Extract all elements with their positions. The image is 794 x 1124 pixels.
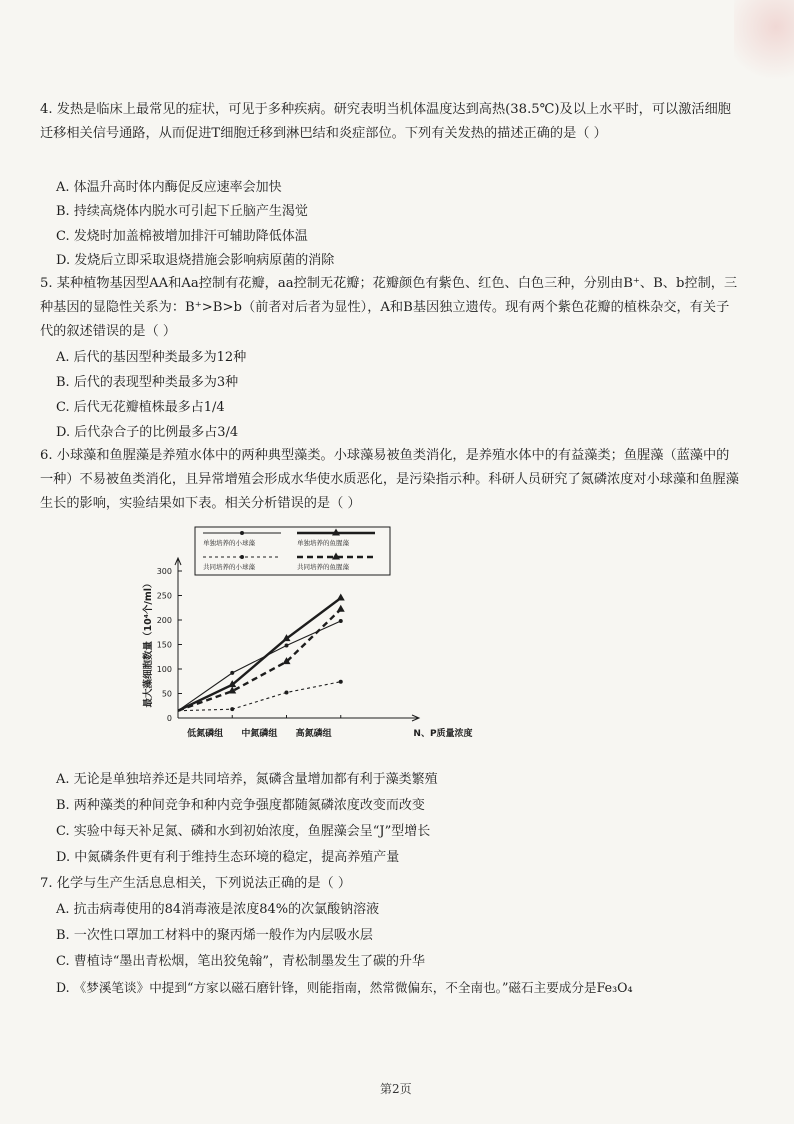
question-6 bbox=[40, 444, 740, 516]
x-category-label: 中氮磷组 bbox=[241, 729, 278, 739]
y-tick-label: 300 bbox=[156, 567, 172, 576]
series-line-4 bbox=[178, 609, 341, 711]
question-6-stem: 6. 小球藻和鱼腥藻是养殖水体中的两种典型藻类。小球藻易被鱼类消化，是养殖水体中的有益藻类；鱼腥藻（蓝藻中的一种）不易被鱼类消化，且异常增殖会形成水华使水质恶化，是污染指示种。科研人员研究了氮磷浓度对小球藻和鱼腥藻生长的影响，实验结果如下表。相关分析错误的是（ ） bbox=[40, 448, 739, 511]
question-4-option-b: B. 持续高烧体内脱水可引起下丘脑产生渴觉 bbox=[56, 204, 308, 219]
question-4-option-c: C. 发烧时加盖棉被增加排汗可辅助降低体温 bbox=[56, 229, 308, 244]
question-5-option-c: C. 后代无花瓣植株最多占1/4 bbox=[56, 400, 225, 415]
algae-growth-chart bbox=[135, 525, 495, 745]
legend-marker bbox=[240, 531, 244, 535]
question-4-stem: 4. 发热是临床上最常见的症状，可见于多种疾病。研究表明当机体温度达到高热(38.5℃)及以上水平时，可以激活细胞迁移相关信号通路，从而促进T细胞迁移到淋巴结和炎症部位。下列有关发热的描述正确的是（ ） bbox=[40, 102, 731, 141]
data-point bbox=[337, 605, 345, 612]
legend-label: 单独培养的鱼腥藻 bbox=[297, 539, 349, 547]
y-tick-label: 250 bbox=[156, 591, 172, 601]
data-point bbox=[337, 593, 345, 600]
question-7-option-b: B. 一次性口罩加工材料中的聚丙烯一般作为内层吸水层 bbox=[56, 928, 373, 943]
y-tick-label: 50 bbox=[161, 689, 172, 699]
question-5 bbox=[40, 272, 740, 344]
data-point bbox=[285, 691, 289, 695]
data-point bbox=[339, 619, 343, 623]
x-category-label: 低氮磷组 bbox=[187, 729, 224, 739]
question-6-option-c: C. 实验中每天补足氮、磷和水到初始浓度，鱼腥藻会呈“J”型增长 bbox=[56, 824, 431, 839]
data-point bbox=[339, 680, 343, 684]
question-7-option-c: C. 曹植诗“墨出青松烟，笔出狡兔翰”，青松制墨发生了碳的升华 bbox=[56, 954, 426, 969]
y-tick-label: 0 bbox=[166, 714, 172, 723]
question-6-option-b: B. 两种藻类的种间竞争和种内竞争强度都随氮磷浓度改变而改变 bbox=[56, 798, 425, 813]
question-5-stem: 5. 某种植物基因型AA和Aa控制有花瓣，aa控制无花瓣；花瓣颜色有紫色、红色、白色三种，分别由B⁺、B、b控制，三种基因的显隐性关系为：B⁺>B>b（前者对后者为显性），A和B基因独立遗传。现有两个紫色花瓣的植株杂交，有关子代的叙述错误的是（ ） bbox=[40, 276, 738, 339]
question-7-stem: 7. 化学与生产生活息息相关，下列说法正确的是（ ） bbox=[40, 876, 352, 891]
question-7-option-d: D. 《梦溪笔谈》中提到“方家以磁石磨针锋，则能指南，然常微偏东，不全南也。”磁石主要成分是Fe₃O₄ bbox=[56, 980, 633, 995]
y-tick-label: 150 bbox=[156, 640, 172, 650]
question-6-option-a: A. 无论是单独培养还是共同培养，氮磷含量增加都有利于藻类繁殖 bbox=[56, 772, 438, 787]
question-4-option-d: D. 发烧后立即采取退烧措施会影响病原菌的消除 bbox=[56, 253, 335, 268]
question-4 bbox=[40, 98, 740, 146]
data-point bbox=[230, 707, 234, 711]
legend-label: 单独培养的小球藻 bbox=[203, 539, 255, 547]
question-4-option-a: A. 体温升高时体内酶促反应速率会加快 bbox=[56, 180, 282, 195]
page-number: 第2页 bbox=[380, 1082, 412, 1096]
y-tick-label: 200 bbox=[156, 616, 172, 625]
question-5-option-d: D. 后代杂合子的比例最多占3/4 bbox=[56, 425, 239, 440]
legend-marker bbox=[240, 555, 244, 559]
data-point bbox=[285, 643, 289, 647]
legend-label: 共同培养的鱼腥藻 bbox=[297, 563, 349, 571]
question-6-option-d: D. 中氮磷条件更有利于维持生态环境的稳定，提高养殖产量 bbox=[56, 850, 400, 865]
question-7 bbox=[40, 872, 740, 896]
question-5-option-a: A. 后代的基因型种类最多为12种 bbox=[56, 350, 247, 365]
question-7-option-a: A. 抗击病毒使用的84消毒液是浓度84%的次氯酸钠溶液 bbox=[56, 902, 380, 917]
y-axis-label: 最大藻细胞数量（10⁴个/ml） bbox=[143, 578, 154, 708]
data-point bbox=[230, 671, 234, 675]
paper-stain bbox=[734, 0, 794, 90]
series-line-1 bbox=[178, 621, 341, 711]
question-5-option-b: B. 后代的表现型种类最多为3种 bbox=[56, 375, 239, 390]
y-tick-label: 100 bbox=[156, 665, 172, 674]
x-axis-label: N、P质量浓度 bbox=[413, 729, 473, 739]
legend-label: 共同培养的小球藻 bbox=[203, 563, 255, 571]
series-line-3 bbox=[178, 682, 341, 711]
x-category-label: 高氮磷组 bbox=[295, 729, 332, 739]
